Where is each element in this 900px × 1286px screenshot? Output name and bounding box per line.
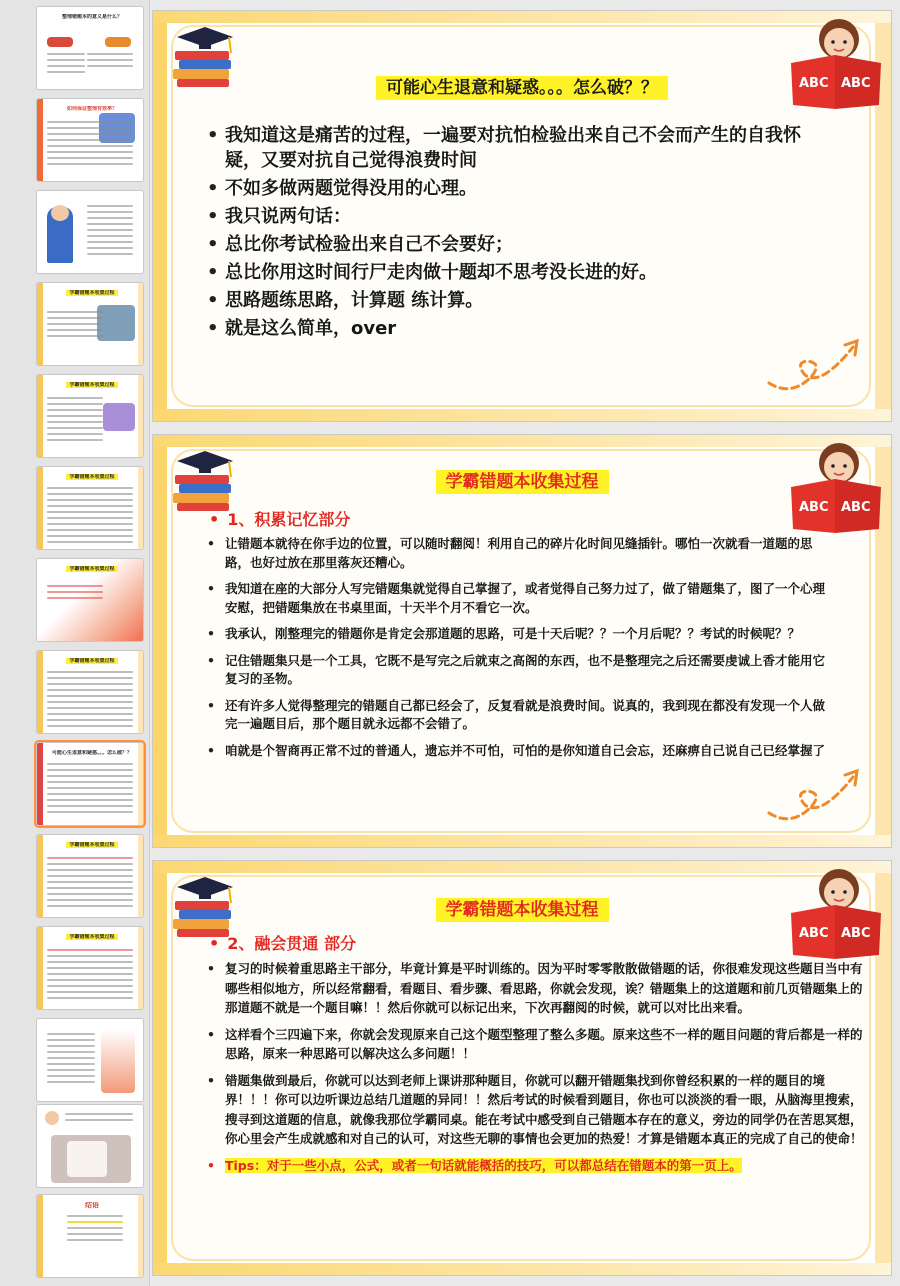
bullet-item: • 错题集做到最后，你就可以达到老师上课讲那种题目，你就可以翻开错题集找到你曾经积累的一样的题目的境界！！！你可以边听课边总结几道题的异同！！然后考试的时候看到题目，你也可以淡淡的看一眼，从脑海里搜索，搜寻到这道题的信息，就像我那位学霸同桌。能在考试中感受到自己错题本存在的意义，旁边的同学仍在苦思冥想，你心里会产生成就感和对自己的认可，对这些无聊的事情也会更加的热爱！才算是错题本真正的完成了自己的使命！ [207, 1071, 867, 1149]
slide-thumbnail-10[interactable] [36, 834, 144, 918]
slide-thumbnail-1[interactable] [36, 6, 144, 90]
thumbnail-title: 学霸错题本收集过程 [51, 658, 133, 665]
slide-thumbnail-14[interactable] [36, 1194, 144, 1278]
slide-thumbnail-8[interactable] [36, 650, 144, 734]
thumbnail-title: 学霸错题本收集过程 [51, 934, 133, 941]
bullet-item: • 这样看个三四遍下来，你就会发现原来自己这个题型整理了整么多题。原来这些不一样的题目问题的背后都是一样的思路，原来一种思路可以解决这么多问题！！ [207, 1025, 867, 1064]
slide-title: 学霸错题本收集过程 [153, 895, 891, 920]
bullet-item: • 总比你考试检验出来自己不会要好； [207, 232, 827, 257]
svg-text:ABC: ABC [799, 500, 829, 515]
bullet-item: • 总比你用这时间行尸走肉做十题却不思考没长进的好。 [207, 260, 827, 285]
thumbnail-title: 如何保证整理有效率？ [66, 106, 117, 112]
slide-thumbnail-panel[interactable] [0, 0, 150, 1286]
bullet-item: • 我知道这是痛苦的过程，一遍要对抗怕检验出来自己不会而产生的自我怀疑，又要对抗自己觉得浪费时间 [207, 123, 827, 173]
frame-decoration [153, 11, 891, 23]
bullet-item: • 就是这么简单，over [207, 316, 827, 341]
slide-thumbnail-2[interactable] [36, 98, 144, 182]
thumbnail-title: 学霸错题本收集过程 [51, 290, 133, 297]
slide-thumbnail-5[interactable] [36, 374, 144, 458]
dashed-arrow-icon [761, 325, 871, 395]
frame-decoration [153, 435, 891, 447]
frame-decoration [153, 861, 167, 1275]
bullet-item: • 复习的时候着重思路主干部分，毕竟计算是平时训练的。因为平时零零散散做错题的话，你很难发现这些题目当中有哪些相似地方，所以经常翻看，看题目、看步骤、看思路，你就会发现，诶？错题集上的这道题和前几页错题集上的那道题不就是一个题目嘛！！然后你就可以标记出来，下次再翻阅的时候，就可以对比出来看。 [207, 959, 867, 1018]
frame-decoration [153, 861, 891, 873]
section-heading: • 2、融会贯通 部分 [209, 934, 356, 953]
bullet-item: • 让错题本就待在你手边的位置，可以随时翻阅！利用自己的碎片化时间见缝插针。哪怕一次就看一道题的思路，也好过放在那里落灰还糟心。 [207, 535, 835, 572]
svg-text:ABC: ABC [841, 500, 871, 515]
bullet-item: • 不如多做两题觉得没用的心理。 [207, 176, 827, 201]
bullet-item: • 记住错题集只是一个工具，它既不是写完之后就束之高阁的东西，也不是整理完之后还需要虔诚上香才能用它复习的圣物。 [207, 652, 835, 689]
thumbnail-title: 学霸错题本收集过程 [51, 842, 133, 849]
bullet-item: • 思路题练思路，计算题 练计算。 [207, 288, 827, 313]
slide-thumbnail-4[interactable] [36, 282, 144, 366]
thumbnail-title: 学霸错题本收集过程 [51, 566, 133, 573]
tip-item: • Tips：对于一些小点，公式，或者一句话就能概括的技巧，可以都总结在错题本的第一页上。 [207, 1156, 867, 1176]
slide-thumbnail-13[interactable] [36, 1104, 144, 1188]
frame-decoration [153, 835, 891, 847]
thumbnail-title: 结语 [85, 1202, 99, 1209]
thumbnail-title: 学霸错题本收集过程 [51, 474, 133, 481]
frame-decoration [153, 1263, 891, 1275]
dashed-arrow-icon [761, 755, 871, 825]
svg-text:ABC: ABC [799, 926, 829, 941]
thumbnail-title: 学霸错题本收集过程 [51, 382, 133, 389]
svg-text:ABC: ABC [841, 926, 871, 941]
frame-decoration [153, 409, 891, 421]
thumbnail-title: 整理错题本的意义是什么？ [61, 14, 122, 20]
slide-thumbnail-9[interactable] [36, 742, 144, 826]
frame-decoration [153, 435, 167, 847]
bullet-list [207, 123, 827, 344]
slide-canvas-3[interactable] [152, 860, 892, 1276]
bullet-item: • 我承认，刚整理完的错题你是肯定会那道题的思路，可是十天后呢？？一个月后呢？？考试的时候呢？？ [207, 625, 835, 644]
svg-text:ABC: ABC [799, 76, 829, 91]
bullet-item: • 咱就是个智商再正常不过的普通人，遗忘并不可怕，可怕的是你知道自己会忘，还麻痹自己说自己已经掌握了 [207, 742, 835, 761]
slide-thumbnail-11[interactable] [36, 926, 144, 1010]
slide-title: 可能心生退意和疑惑。。。怎么破？？ [153, 73, 891, 98]
bullet-item: • 还有许多人觉得整理完的错题自己都已经会了，反复看就是浪费时间。说真的，我到现在都没有发现一个人做完一遍题目后，那个题目就永远都不会错了。 [207, 697, 835, 734]
slide-thumbnail-7[interactable] [36, 558, 144, 642]
svg-text:ABC: ABC [841, 76, 871, 91]
slide-thumbnail-12[interactable] [36, 1018, 144, 1102]
slide-thumbnail-6[interactable] [36, 466, 144, 550]
slide-title: 学霸错题本收集过程 [153, 467, 891, 492]
bullet-list [207, 959, 867, 1182]
slide-canvas-1[interactable] [152, 10, 892, 422]
slide-canvas-2[interactable] [152, 434, 892, 848]
thumbnail-title: 可能心生退意和疑惑。。。怎么破？？ [51, 750, 132, 756]
bullet-item: • 我只说两句话： [207, 204, 827, 229]
bullet-list [207, 535, 835, 768]
bullet-item: • 我知道在座的大部分人写完错题集就觉得自己掌握了，或者觉得自己努力过了，做了错题集了，图了一个心理安慰，把错题集放在书桌里面，十天半个月不看它一次。 [207, 580, 835, 617]
section-heading: • 1、积累记忆部分 [209, 510, 351, 529]
slide-thumbnail-3[interactable] [36, 190, 144, 274]
